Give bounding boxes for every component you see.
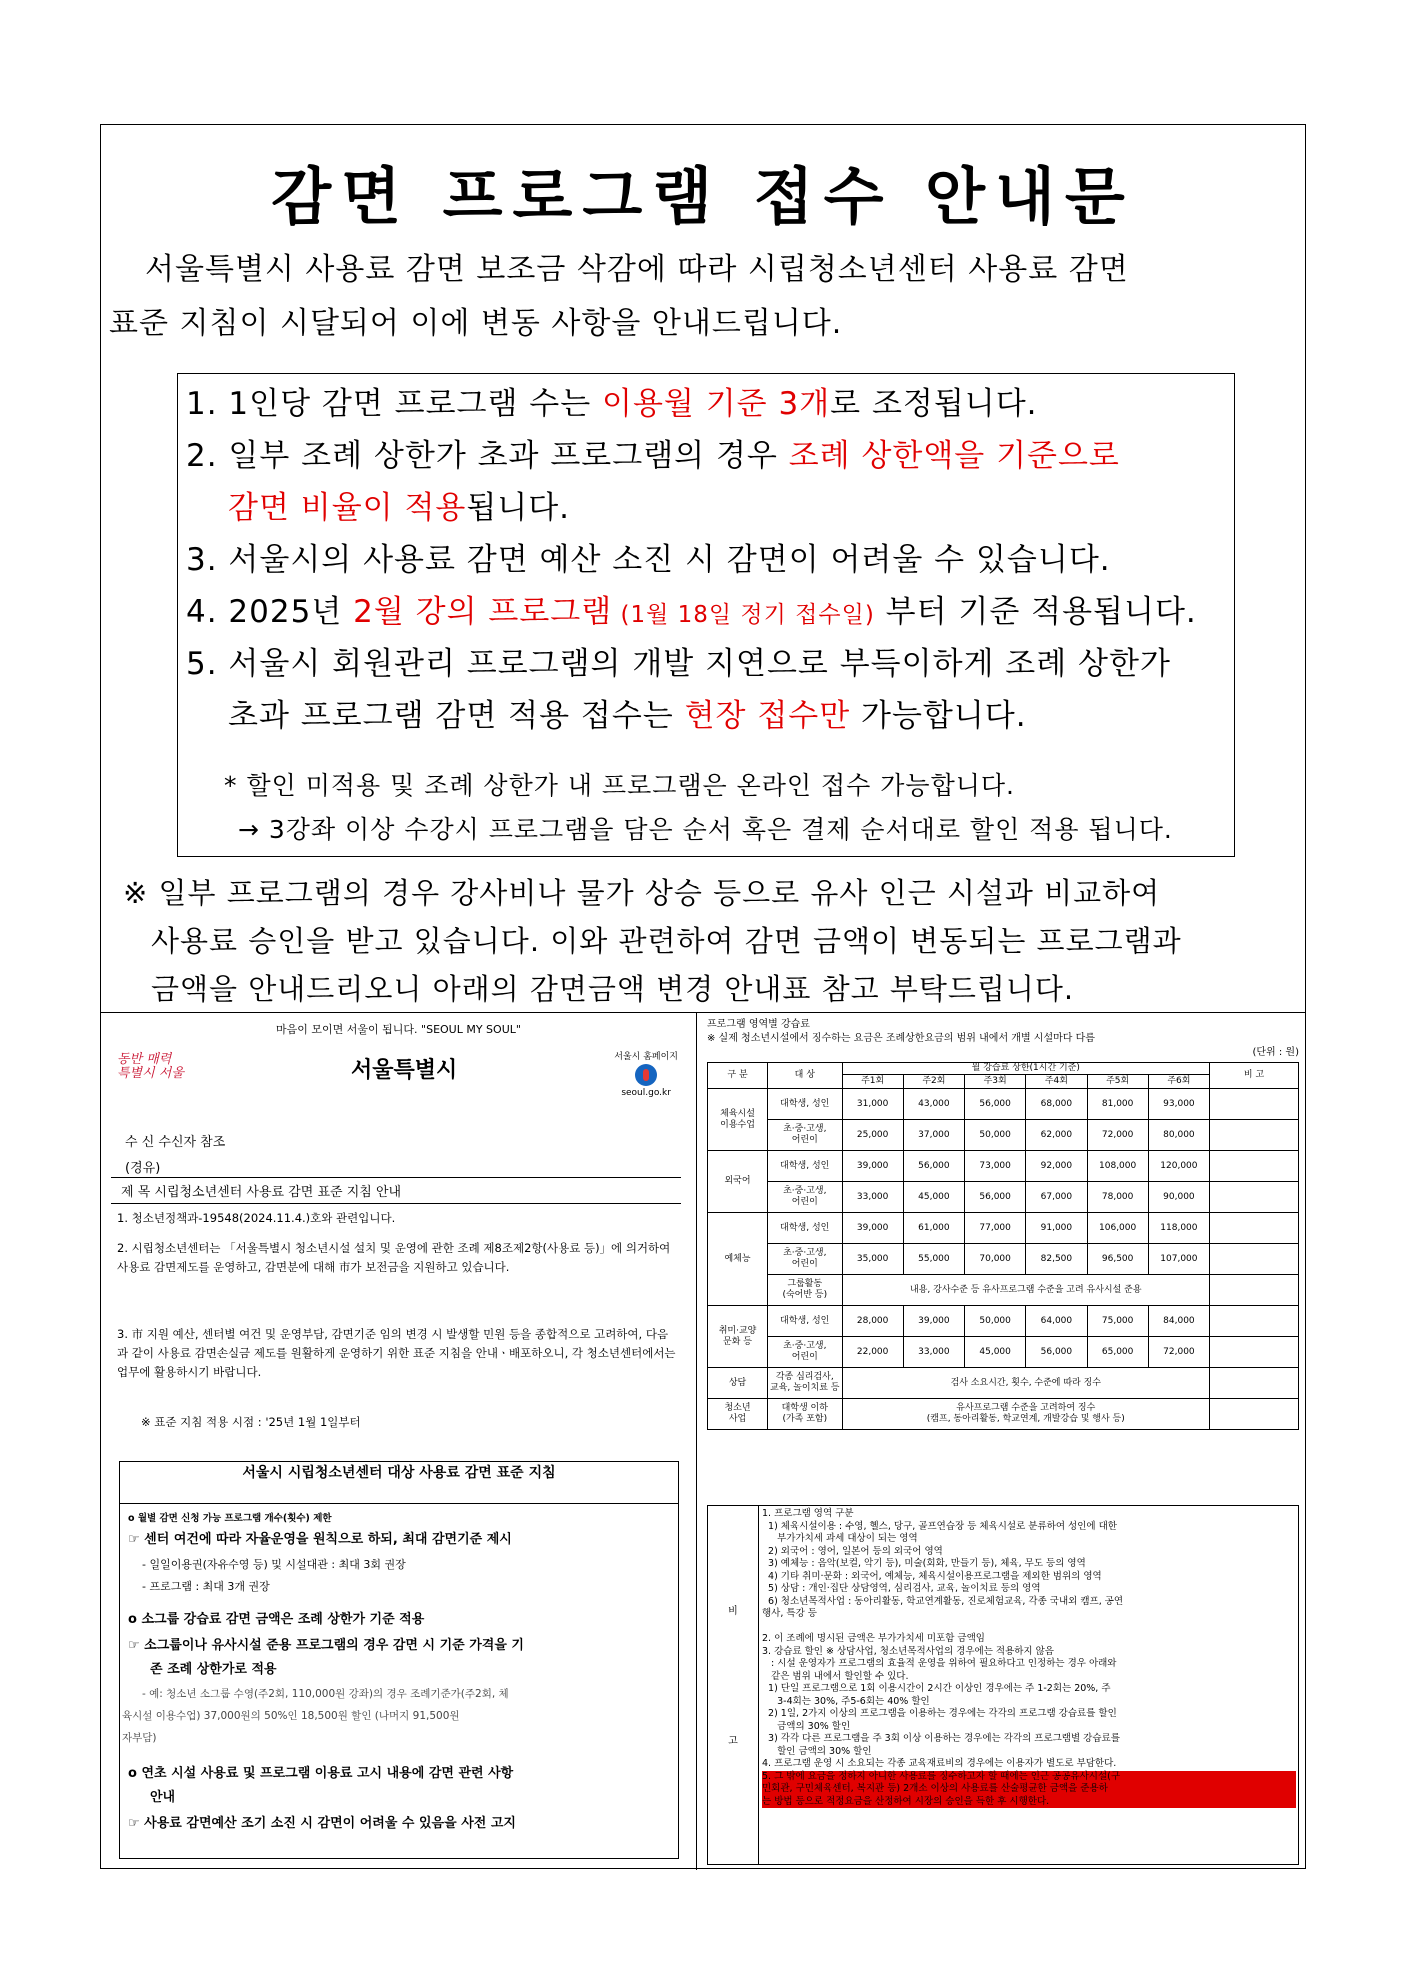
fee-cell: 82,500 [1026, 1244, 1087, 1275]
note-cell [1210, 1337, 1299, 1368]
fee-cell: 118,000 [1148, 1213, 1209, 1244]
row-merged-value: 내용, 강사수준 등 유사프로그램 수준을 고려 유사시설 준용 [842, 1275, 1210, 1306]
row-category: 외국어 [708, 1151, 768, 1213]
note-cell [1210, 1306, 1299, 1337]
remarks-line: 금액의 30% 할인 [762, 1720, 851, 1732]
table-row [708, 1275, 1299, 1306]
intro-line: 표준 지침이 시달되어 이에 변동 사항을 안내드립니다. [109, 306, 843, 341]
table-row [708, 1244, 1299, 1275]
remarks-label [708, 1506, 759, 1864]
fee-cell: 90,000 [1148, 1182, 1209, 1213]
row-target: 초·중·고생, 어린이 [768, 1337, 842, 1368]
row-category: 체육시설 이용수업 [708, 1089, 768, 1151]
table-row [708, 1182, 1299, 1213]
remarks-line: 부가가치세 과세 대상이 되는 영역 [762, 1533, 918, 1544]
fee-cell: 108,000 [1087, 1151, 1148, 1182]
table-row [708, 1151, 1299, 1182]
note-cell [1210, 1213, 1299, 1244]
fee-cell: 39,000 [903, 1306, 964, 1337]
fee-table [707, 1062, 1299, 1430]
note-cell [1210, 1275, 1299, 1306]
remark-line: 금액을 안내드리오니 아래의 감면금액 변경 안내표 참고 부탁드립니다. [151, 972, 1075, 1006]
fee-cell: 67,000 [1026, 1182, 1087, 1213]
doc-paragraph: 3. 市 지원 예산, 센터별 여건 및 운영부담, 감면기준 임의 변경 시 발생할 민원 등을 종합적으로 고려하여, 다음과 같이 사용료 감면손실금 제도를 원활하게 운영하기 위한 표준 지침을 안내ㆍ배포하오니, 각 청소년센터에서는 업무에 활용하시기 바랍니다. [117, 1327, 676, 1379]
notice-note-discount-order: → 3강좌 이상 수강시 프로그램을 담은 순서 혹은 결제 순서대로 할인 적용 됩니다. [238, 815, 1173, 844]
official-document [101, 1013, 697, 1870]
row-target: 그룹활동 (숙어반 등) [768, 1275, 842, 1306]
fee-cell: 80,000 [1148, 1120, 1209, 1151]
fee-cell: 33,000 [842, 1182, 903, 1213]
notice-item-3: 3. 서울시의 사용료 감면 예산 소진 시 감면이 어려울 수 있습니다. [186, 542, 1111, 578]
table-row [708, 1120, 1299, 1151]
fee-cell: 77,000 [965, 1213, 1026, 1244]
guideline-line: o 소그룹 강습료 감면 금액은 조례 상한가 기준 적용 [128, 1612, 425, 1627]
guideline-line: - 프로그램 : 최대 3개 권장 [142, 1580, 270, 1593]
table-row [708, 1306, 1299, 1337]
fee-cell: 55,000 [903, 1244, 964, 1275]
remarks-line: 6) 청소년목적사업 : 동아리활동, 학교연계활동, 진로체험교육, 각종 국내외 캠프, 공연 [762, 1595, 1124, 1607]
fee-cell: 62,000 [1026, 1120, 1087, 1151]
fee-table-caption: 프로그램 영역별 강습료 [707, 1019, 810, 1030]
remarks-text [762, 1508, 1296, 1808]
fee-cell: 72,000 [1087, 1120, 1148, 1151]
fee-cell: 65,000 [1087, 1337, 1148, 1368]
remarks-line: 같은 범위 내에서 할인할 수 있다. [762, 1670, 909, 1682]
notice-item-4: 4. 2025년 2월 강의 프로그램 (1월 18일 정기 접수일) 부터 기준 적용됩니다. [186, 594, 1197, 630]
fee-cell: 28,000 [842, 1306, 903, 1337]
org-name: 서울특별시 [351, 1058, 458, 1083]
table-row [708, 1089, 1299, 1120]
homepage-label: 서울시 홈페이지 [614, 1052, 678, 1062]
header-target: 대 상 [768, 1063, 842, 1089]
guideline-line: o 월별 감면 신청 가능 프로그램 개수(횟수) 제한 [128, 1513, 332, 1524]
header-frequency: 주1회 [842, 1075, 903, 1089]
remark-line: ※ 일부 프로그램의 경우 강사비나 물가 상승 등으로 유사 인근 시설과 비교하여 [123, 876, 1161, 910]
notice-items-box [177, 373, 1235, 857]
fee-cell: 56,000 [903, 1151, 964, 1182]
row-target: 대학생, 성인 [768, 1151, 842, 1182]
fee-cell: 91,000 [1026, 1213, 1087, 1244]
seoul-symbol-icon [635, 1064, 657, 1086]
remarks-line: 할인 금액의 30% 할인 [762, 1745, 872, 1757]
row-target: 각종 심리검사, 교육, 놀이치료 등 [768, 1368, 842, 1399]
guideline-line: - 일일이용권(자유수영 등) 및 시설대관 : 최대 3회 권장 [142, 1558, 406, 1571]
table-row [708, 1368, 1299, 1399]
guideline-line: 안내 [150, 1790, 176, 1805]
fee-cell: 39,000 [842, 1151, 903, 1182]
remarks-line: 3) 각각 다른 프로그램을 주 3회 이상 이용하는 경우에는 각각의 프로그램별 강습료를 [762, 1733, 1120, 1744]
remarks-line: 2) 1일, 2가지 이상의 프로그램을 이용하는 경우에는 각각의 프로그램 강습료를 할인 [762, 1708, 1117, 1719]
remarks-label-char: 비 [728, 1606, 738, 1617]
remarks-line: 3) 예체능 : 음악(보컬, 악기 등), 미술(회화, 만들기 등), 체육, 무도 등의 영역 [762, 1558, 1086, 1569]
remarks-line: 5) 상담 : 개인·집단 상담영역, 심리검사, 교육, 놀이치료 등의 영역 [762, 1583, 1041, 1594]
remarks-line: 1. 프로그램 영역 구분 [762, 1508, 854, 1519]
table-header-row [708, 1063, 1299, 1075]
via: (경유) [125, 1161, 161, 1176]
fee-cell: 50,000 [965, 1120, 1026, 1151]
fee-cell: 43,000 [903, 1089, 964, 1120]
fee-cell: 75,000 [1087, 1306, 1148, 1337]
fee-cell: 107,000 [1148, 1244, 1209, 1275]
guideline-line: 육시설 이용수업) 37,000원의 50%인 18,500원 할인 (나머지 91,500원 [122, 1710, 460, 1722]
fee-cell: 31,000 [842, 1089, 903, 1120]
remarks-line-highlighted: 는 방법 등으로 적정요금을 산정하여 시장의 승인을 득한 후 시행한다. [762, 1796, 1296, 1809]
row-target: 초·중·고생, 어린이 [768, 1182, 842, 1213]
row-target: 초·중·고생, 어린이 [768, 1244, 842, 1275]
remarks-line: 4) 기타 취미·문화 : 외국어, 예체능, 체육시설이용프로그램을 제외한 범위의 영역 [762, 1570, 1102, 1582]
row-category: 상담 [708, 1368, 768, 1399]
guideline-line: 존 조례 상한가로 적용 [150, 1662, 277, 1677]
table-row [708, 1213, 1299, 1244]
notice-item-5: 5. 서울시 회원관리 프로그램의 개발 지연으로 부득이하게 조례 상한가 [186, 646, 1171, 682]
remarks-line: 4. 프로그램 운영 시 소요되는 각종 교육재료비의 경우에는 이용자가 별도로 부담한다. [762, 1758, 1117, 1769]
fee-cell: 72,000 [1148, 1337, 1209, 1368]
homepage-url: seoul.go.kr [621, 1088, 671, 1098]
header-frequency: 주4회 [1026, 1075, 1087, 1089]
remarks-line-highlighted: 민회관, 구민체육센터, 복지관 등) 2개소 이상의 사용료를 산술평균한 금액을 준용하 [762, 1783, 1296, 1796]
fee-cell: 56,000 [965, 1089, 1026, 1120]
fee-cell: 92,000 [1026, 1151, 1087, 1182]
fee-cell: 73,000 [965, 1151, 1026, 1182]
note-cell [1210, 1151, 1299, 1182]
fee-cell: 45,000 [965, 1337, 1026, 1368]
remarks-line: 행사, 특강 등 [762, 1608, 817, 1619]
row-target: 초·중·고생, 어린이 [768, 1120, 842, 1151]
remarks-line: 2) 외국어 : 영어, 일본어 등의 외국어 영역 [762, 1545, 943, 1557]
divider [111, 1203, 681, 1204]
fee-cell: 84,000 [1148, 1306, 1209, 1337]
divider [111, 1177, 681, 1178]
fee-table-section [707, 1018, 1299, 1430]
note-cell [1210, 1120, 1299, 1151]
row-target: 대학생, 성인 [768, 1089, 842, 1120]
row-category: 청소년 사업 [708, 1399, 768, 1430]
note-cell [1210, 1399, 1299, 1430]
fee-table-unit: (단위 : 원) [1252, 1047, 1299, 1058]
slogan: 마음이 모이면 서울이 됩니다. "SEOUL MY SOUL" [276, 1023, 521, 1036]
header-note: 비 고 [1210, 1063, 1299, 1089]
fee-cell: 120,000 [1148, 1151, 1209, 1182]
fee-cell: 45,000 [903, 1182, 964, 1213]
table-row [708, 1337, 1299, 1368]
fee-cell: 61,000 [903, 1213, 964, 1244]
notice-item-2: 2. 일부 조례 상한가 초과 프로그램의 경우 조례 상한액을 기준으로 [186, 438, 1120, 474]
row-category: 취미·교양 문화 등 [708, 1306, 768, 1368]
guideline-line: ☞ 센터 여건에 따라 자율운영을 원칙으로 하되, 최대 감면기준 제시 [128, 1532, 512, 1547]
header-frequency: 주6회 [1148, 1075, 1209, 1089]
row-target: 대학생 이하 (가족 포함) [768, 1399, 842, 1430]
intro-line: 서울특별시 사용료 감면 보조금 삭감에 따라 시립청소년센터 사용료 감면 [145, 252, 1129, 287]
fee-cell: 96,500 [1087, 1244, 1148, 1275]
row-merged-value: 검사 소요시간, 횟수, 수준에 따라 징수 [842, 1368, 1210, 1399]
fee-cell: 56,000 [1026, 1337, 1087, 1368]
header-frequency: 주3회 [965, 1075, 1026, 1089]
remarks-line: 1) 체육시설이용 : 수영, 헬스, 당구, 골프연습장 등 체육시설로 분류하여 성인에 대한 [762, 1520, 1117, 1532]
fee-table-note: ※ 실제 청소년시설에서 징수하는 요금은 조례상한요금의 범위 내에서 개별 시설마다 다름 [707, 1033, 1095, 1044]
table-row [708, 1399, 1299, 1430]
notice-item-2-cont: 감면 비율이 적용됩니다. [228, 490, 571, 526]
remarks-line: 1) 단일 프로그램으로 1회 이용시간이 2시간 이상인 경우에는 주 1-2회는 20%, 주 [762, 1683, 1111, 1694]
fee-cell: 68,000 [1026, 1089, 1087, 1120]
remarks-line-highlighted: 5. 그 밖에 요금을 정하지 아니한 사용료를 징수하고자 할 때에는 인근 공공유사시설(구 [762, 1771, 1296, 1784]
header-frequency: 주2회 [903, 1075, 964, 1089]
guideline-line: ☞ 사용료 감면예산 조기 소진 시 감면이 어려울 수 있음을 사전 고지 [128, 1816, 516, 1831]
header-category: 구 분 [708, 1063, 768, 1089]
subject: 제 목 시립청소년센터 사용료 감면 표준 지침 안내 [121, 1185, 402, 1200]
fee-remarks [707, 1505, 1299, 1865]
standard-guideline-box [119, 1461, 679, 1859]
note-cell [1210, 1182, 1299, 1213]
remark-line: 사용료 승인을 받고 있습니다. 이와 관련하여 감면 금액이 변동되는 프로그램과 [151, 924, 1182, 958]
row-target: 대학생, 성인 [768, 1306, 842, 1337]
page-frame [100, 124, 1306, 1869]
fee-cell: 39,000 [842, 1213, 903, 1244]
doc-paragraph: 2. 시립청소년센터는 「서울특별시 청소년시설 설치 및 운영에 관한 조례 제8조제2항(사용료 등)」에 의거하여 사용료 감면제도를 운영하고, 감면분에 대해 市가 보전금을 지원하고 있습니다. [117, 1241, 671, 1274]
guideline-title: 서울시 시립청소년센터 대상 사용료 감면 표준 지침 [120, 1462, 678, 1504]
notice-title: 감면 프로그램 접수 안내문 [271, 160, 1135, 233]
guideline-line: ☞ 소그룹이나 유사시설 준용 프로그램의 경우 감면 시 기준 가격을 기 [128, 1638, 524, 1653]
seoul-brand-logo: 동반 매력 특별시 서울 [117, 1052, 184, 1081]
header-monthly-fee: 월 강습료 상한(1시간 기준) [842, 1063, 1210, 1075]
fee-cell: 35,000 [842, 1244, 903, 1275]
notice-section [101, 125, 1305, 1013]
remarks-line: 2. 이 조례에 명시된 금액은 부가가치세 미포함 금액임 [762, 1633, 985, 1644]
guideline-line: 자부담) [122, 1732, 157, 1744]
fee-cell: 25,000 [842, 1120, 903, 1151]
fee-cell: 70,000 [965, 1244, 1026, 1275]
fee-cell: 106,000 [1087, 1213, 1148, 1244]
remarks-line: : 시설 운영자가 프로그램의 효율적 운영을 위하여 필요하다고 인정하는 경우 아래와 [762, 1658, 1117, 1669]
fee-cell: 37,000 [903, 1120, 964, 1151]
doc-note: ※ 표준 지침 적용 시점 : '25년 1월 1일부터 [141, 1415, 361, 1429]
guideline-line: - 예: 청소년 소그룹 수영(주2회, 110,000원 강좌)의 경우 조례기준가(주2회, 체 [142, 1688, 509, 1700]
remarks-line [762, 1621, 1296, 1634]
fee-cell: 64,000 [1026, 1306, 1087, 1337]
fee-cell: 33,000 [903, 1337, 964, 1368]
homepage-logo [614, 1049, 678, 1098]
doc-paragraph: 1. 청소년정책과-19548(2024.11.4.)호와 관련입니다. [117, 1211, 396, 1225]
guideline-line: o 연초 시설 사용료 및 프로그램 이용료 고시 내용에 감면 관련 사항 [128, 1766, 514, 1781]
fee-cell: 93,000 [1148, 1089, 1209, 1120]
remarks-line: 3. 강습료 할인 ※ 상담사업, 청소년목적사업의 경우에는 적용하지 않음 [762, 1645, 1054, 1657]
notice-item-1: 1. 1인당 감면 프로그램 수는 이용월 기준 3개로 조정됩니다. [186, 386, 1038, 422]
note-cell [1210, 1244, 1299, 1275]
notice-intro [109, 243, 1295, 351]
remarks-line: 3-4회는 30%, 주5-6회는 40% 할인 [762, 1695, 930, 1707]
header-frequency: 주5회 [1087, 1075, 1148, 1089]
fee-cell: 50,000 [965, 1306, 1026, 1337]
fee-cell: 78,000 [1087, 1182, 1148, 1213]
recipient: 수 신 수신자 참조 [125, 1135, 226, 1150]
row-merged-value: 유사프로그램 수준을 고려하여 징수 (캠프, 동아리활동, 학교연계, 개발강습 및 행사 등) [842, 1399, 1210, 1430]
fee-cell: 81,000 [1087, 1089, 1148, 1120]
fee-cell: 56,000 [965, 1182, 1026, 1213]
remarks-label-char: 고 [728, 1736, 738, 1747]
row-target: 대학생, 성인 [768, 1213, 842, 1244]
notice-item-5-cont: 초과 프로그램 감면 적용 접수는 현장 접수만 가능합니다. [228, 698, 1027, 734]
row-category: 예체능 [708, 1213, 768, 1306]
note-cell [1210, 1089, 1299, 1120]
notice-note-online: * 할인 미적용 및 조례 상한가 내 프로그램은 온라인 접수 가능합니다. [224, 771, 1015, 800]
fee-cell: 22,000 [842, 1337, 903, 1368]
note-cell [1210, 1368, 1299, 1399]
